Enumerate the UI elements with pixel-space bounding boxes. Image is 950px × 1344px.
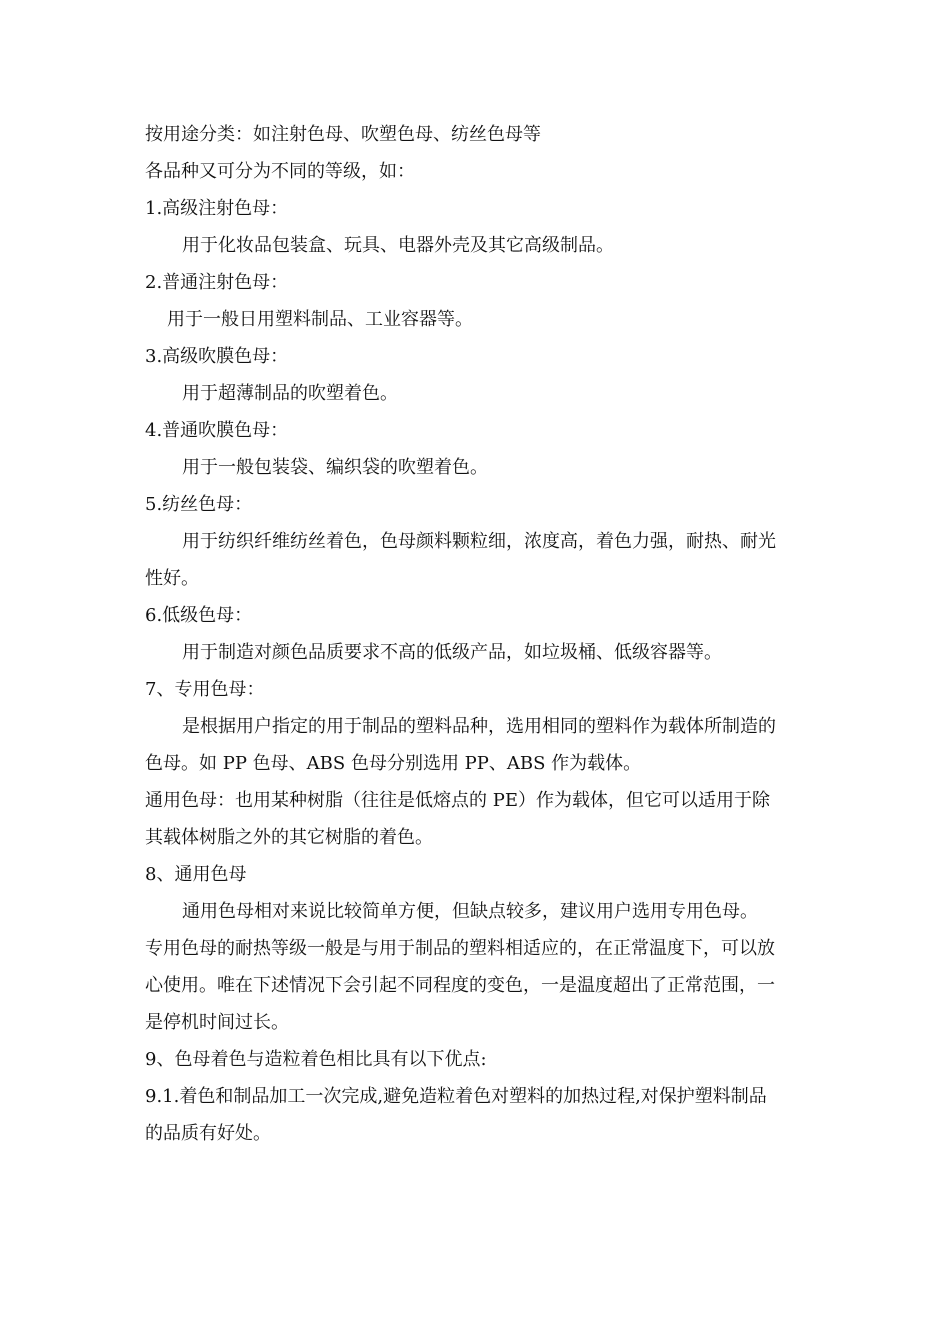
text-line: 专用色母的耐热等级一般是与用于制品的塑料相适应的，在正常温度下，可以放 [145,938,775,959]
text-line: 各品种又可分为不同的等级，如： [145,161,415,182]
section-heading: 9、色母着色与造粒着色相比具有以下优点: [145,1049,487,1070]
text-line: 的品质有好处。 [145,1123,271,1144]
section-description: 用于一般包装袋、编织袋的吹塑着色。 [182,457,488,478]
section-description: 用于化妆品包装盒、玩具、电器外壳及其它高级制品。 [182,235,614,256]
section-description: 用于一般日用塑料制品、工业容器等。 [167,309,473,330]
section-heading: 7、专用色母： [145,679,265,700]
text-line: 其载体树脂之外的其它树脂的着色。 [145,827,433,848]
text-line: 是停机时间过长。 [145,1012,289,1033]
text-line: 通用色母：也用某种树脂（往往是低熔点的 PE）作为载体，但它可以适用于除 [145,790,770,811]
section-description: 用于超薄制品的吹塑着色。 [182,383,398,404]
text-line: 9.1.着色和制品加工一次完成,避免造粒着色对塑料的加热过程,对保护塑料制品 [145,1086,767,1107]
section-description: 用于纺织纤维纺丝着色，色母颜料颗粒细，浓度高，着色力强，耐热、耐光 [182,531,776,552]
section-heading: 3.高级吹膜色母： [145,346,289,367]
text-line: 心使用。唯在下述情况下会引起不同程度的变色，一是温度超出了正常范围，一 [145,975,775,996]
text-line: 色母。如 PP 色母、ABS 色母分别选用 PP、ABS 作为载体。 [145,753,642,774]
text-line: 性好。 [145,568,199,589]
section-heading: 8、通用色母 [145,864,247,885]
section-description: 用于制造对颜色品质要求不高的低级产品，如垃圾桶、低级容器等。 [182,642,722,663]
section-heading: 2.普通注射色母： [145,272,289,293]
section-heading: 1.高级注射色母： [145,198,289,219]
section-description: 通用色母相对来说比较简单方便，但缺点较多，建议用户选用专用色母。 [182,901,758,922]
text-line: 按用途分类：如注射色母、吹塑色母、纺丝色母等 [145,124,541,145]
section-heading: 4.普通吹膜色母： [145,420,289,441]
section-heading: 5.纺丝色母： [145,494,253,515]
document-body [145,116,810,1152]
section-description: 是根据用户指定的用于制品的塑料品种，选用相同的塑料作为载体所制造的 [182,716,776,737]
section-heading: 6.低级色母： [145,605,253,626]
